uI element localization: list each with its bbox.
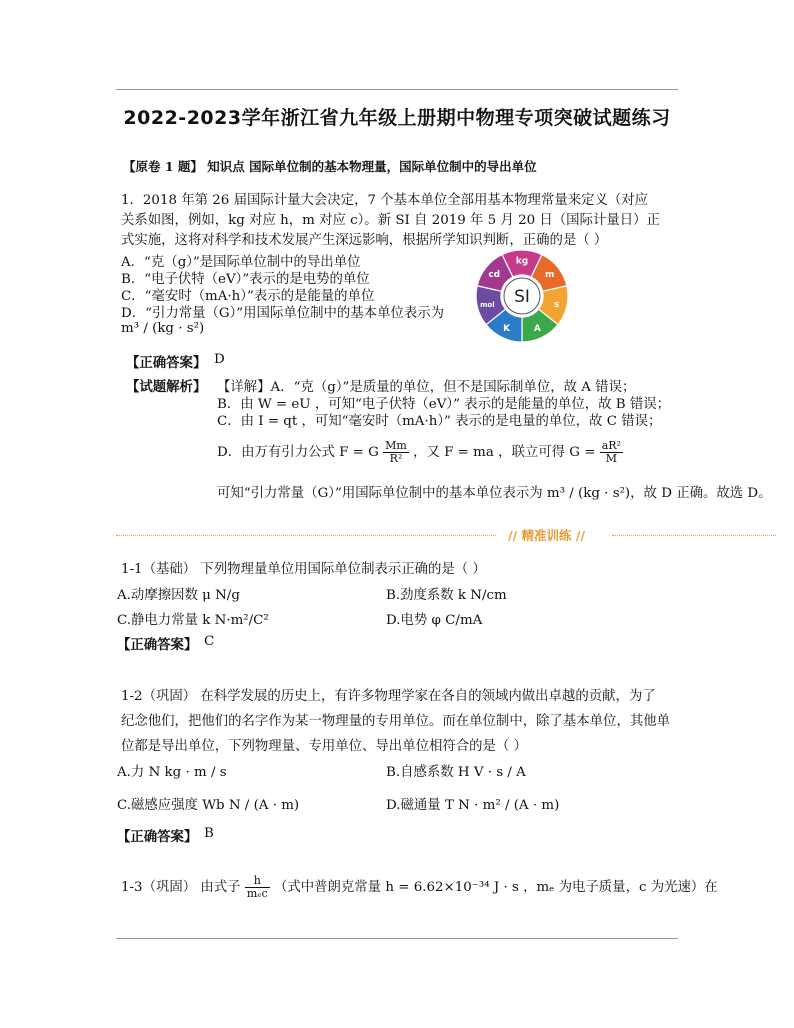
q1-2-option-a: A.力 N kg · m / s [117, 765, 227, 780]
q1-1-option-c: C.静电力常量 k N·m²/C² [117, 613, 269, 628]
q1-option-d-unit: m³ / (kg · s²) [121, 321, 205, 336]
q1-analysis-b: B．由 W = eU ，可知“电子伏特（eV）” 表示的是能量的单位，故 B 错误； [217, 397, 671, 412]
q1-stem-line1: 1．2018 年第 26 届国际计量大会决定，7 个基本单位全部用基本物理常量来定义（对应 [121, 193, 649, 208]
si-center-label: SI [514, 287, 530, 307]
q1-1-option-b: B.劲度系数 k N/cm [386, 588, 507, 603]
si-wheel-label-m: m [545, 269, 555, 280]
q1-2-stem-line2: 纪念他们，把他们的名字作为某一物理量的专用单位。而在单位制中，除了基本单位，其他单 [121, 714, 671, 729]
si-wheel-label-A: A [533, 323, 541, 334]
q1-answer: D [214, 352, 225, 367]
fraction-h-over-mec: $\frac{h}{\text{mₑc}}$ [246, 874, 268, 900]
double-slash-icon: // [508, 528, 518, 543]
si-wheel-label-cd: cd [488, 269, 501, 280]
q1-1-stem: 1-1（基础） 下列物理量单位用国际单位制表示正确的是（ ） [121, 562, 486, 577]
fraction-ar2-over-m: $\frac{\text{aR²}}{M}$ [601, 439, 621, 465]
q1-3-stem-prefix: 1-3（巩固） 由式子 [121, 880, 241, 895]
q1-2-option-d: D.磁通量 T N · m² / (A · m) [386, 798, 560, 813]
fraction-mm-over-r2: $\frac{Mm}{\text{R²}}$ [385, 439, 407, 465]
q1-analysis-a: 【详解】A．“克（g）”是质量的单位，但不是国际制单位，故 A 错误； [217, 380, 636, 395]
q1-1-option-d: D.电势 φ C/mA [386, 613, 483, 628]
analysis-d-middle: ，又 F = ma ，联立可得 G = [413, 445, 596, 460]
q1-option-a: A．“克（g）”是国际单位制中的导出单位 [121, 255, 361, 270]
q1-2-stem-line3: 位都是导出单位，下列物理量、专用单位、导出单位相符合的是（ ） [121, 739, 527, 754]
q1-stem-line2: 关系如图，例如，kg 对应 h，m 对应 c）。新 SI 自 2019 年 5 月 20 日（国际计量日）正 [121, 213, 660, 228]
si-wheel-label-mol: mol [480, 300, 495, 309]
si-wheel-label-K: K [503, 323, 511, 334]
q1-analysis-label: 【试题解析】 [126, 379, 207, 395]
q1-option-c: C．“毫安时（mA·h）”表示的是能量的单位 [121, 289, 375, 304]
banner-label: 精准训练 [521, 528, 572, 543]
q1-3-stem [121, 875, 718, 900]
q1-analysis-d-formula [217, 440, 623, 465]
bottom-rule [116, 938, 678, 939]
q1-answer-label: 【正确答案】 [126, 355, 207, 371]
si-units-wheel [474, 248, 570, 344]
page-title: 2022-2023学年浙江省九年级上册期中物理专项突破试题练习 [123, 107, 671, 129]
q1-2-option-b: B.自感系数 H V · s / A [386, 765, 526, 780]
analysis-d-prefix: D．由万有引力公式 F = G [217, 445, 379, 460]
practice-banner [116, 526, 776, 544]
q1-2-answer: B [204, 826, 214, 841]
q1-1-option-a: A.动摩擦因数 μ N/g [117, 588, 240, 603]
q1-2-stem-line1: 1-2（巩固） 在科学发展的历史上，有许多物理学家在各自的领域内做出卓越的贡献，为了 [121, 689, 656, 704]
q1-2-answer-label: 【正确答案】 [117, 829, 198, 845]
q1-2-option-c: C.磁感应强度 Wb N / (A · m) [117, 798, 300, 813]
q1-analysis-d-conclusion: 可知“引力常量（G）”用国际单位制中的基本单位表示为 m³ / (kg · s²)，故 D 正确。故选 D。 [217, 486, 772, 501]
si-wheel-label-kg: kg [515, 256, 529, 267]
top-rule [116, 89, 678, 90]
q1-stem-line3: 式实施，这将对科学和技术发展产生深远影响，根据所学知识判断，正确的是（ ） [121, 233, 608, 248]
q1-option-b: B．“电子伏特（eV）”表示的是电势的单位 [121, 272, 370, 287]
source-header: 【原卷 1 题】 知识点 国际单位制的基本物理量，国际单位制中的导出单位 [123, 159, 537, 174]
q1-3-stem-suffix: （式中普朗克常量 h = 6.62×10⁻³⁴ J · s ，mₑ 为电子质量，c 为光速）在 [273, 880, 718, 895]
si-wheel-label-s: s [553, 299, 560, 310]
q1-option-d: D．“引力常量（G）”用国际单位制中的基本单位表示为 [121, 306, 445, 321]
q1-1-answer-label: 【正确答案】 [117, 637, 198, 653]
double-slash-icon: // [575, 528, 586, 543]
q1-analysis-c: C．由 I = qt ，可知“毫安时（mA·h）” 表示的是电量的单位，故 C 错误； [217, 414, 662, 429]
q1-1-answer: C [204, 634, 215, 649]
